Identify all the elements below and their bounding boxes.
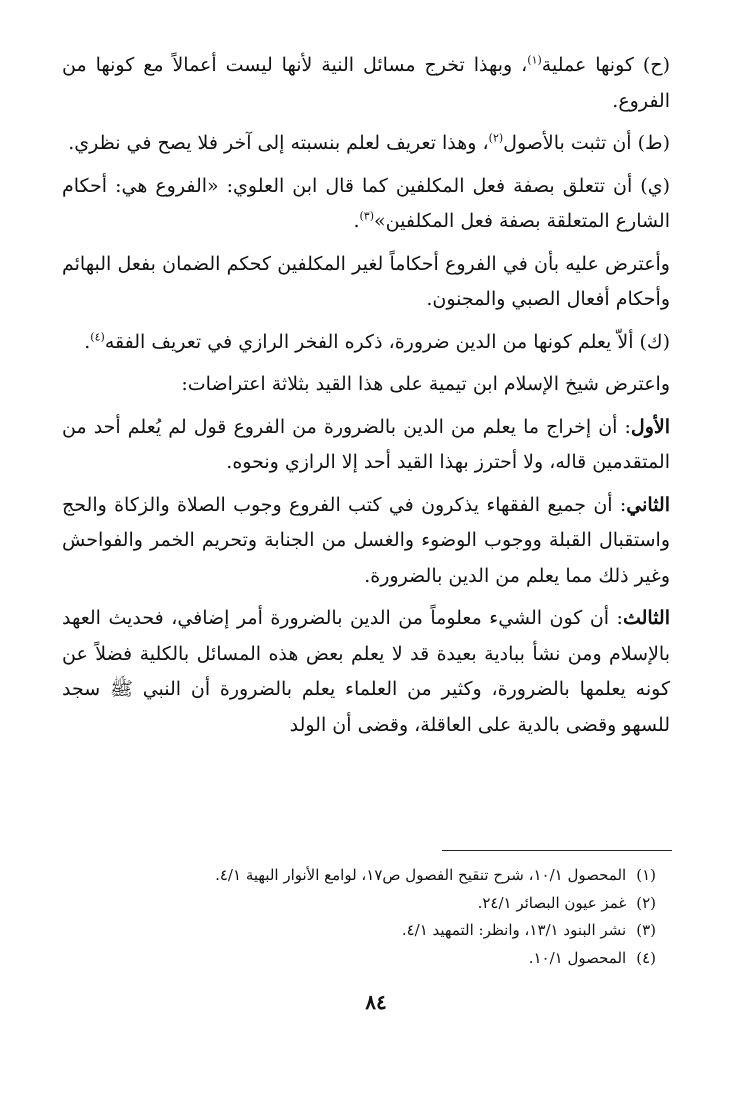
footnote-ref-4: (٤): [90, 330, 105, 344]
paragraph-ta: (ط) أن تثبت بالأصول$^{(٢)}$، وهذا تعريف لعلم بنسبته إلى آخر فلا يصح في نظري.: [68, 131, 670, 154]
paragraph-ha: (ح) كونها عملية$^{(١)}$، وبهذا تخرج مسائل النية لأنها ليست أعمالاً مع كونها من الفروع.: [62, 53, 670, 112]
objection-second: الثاني: أن جميع الفقهاء يذكرون في كتب الفروع وجوب الصلاة والزكاة والحج واستقبال القبلة ووجوب الوضوء والغسل من الجنابة وتحريم الخمر والفواحش وغير ذلك مما يعلم من الدين بالضرورة.: [62, 493, 670, 587]
footnote-item: (٣) نشر البنود ١٣/١، وانظر: التمهيد ٤/١.: [401, 921, 656, 939]
footnotes: [82, 862, 656, 972]
objection-label: الأول: [630, 415, 670, 438]
footnote-ref-1: (١): [527, 53, 542, 67]
paragraph-kaf: (ك) ألاّ يعلم كونها من الدين ضرورة، ذكره الفخر الرازي في تعريف الفقه$^{(٤)}$.: [84, 330, 670, 353]
main-text: [62, 48, 670, 750]
footnote-item: (٢) غمز عيون البصائر ٢٤/١.: [477, 893, 656, 912]
objection-first: الأول: أن إخراج ما يعلم من الدين بالضرورة من الفروع قول لم يُعلم أحد من المتقدمين قاله، ولا أحترز بهذا القيد أحد إلا الرازي ونحوه.: [62, 415, 670, 473]
footnote-item: (٤) المحصول ١٠/١.: [528, 948, 656, 967]
page-number: ٨٤: [365, 990, 387, 1014]
objection-label: الثالث: [622, 607, 670, 629]
footnote-ref-3: (٣): [359, 209, 375, 223]
footnote-divider: [442, 850, 672, 851]
footnote-ref-2: (٢): [488, 131, 504, 145]
paragraph-ya: (ي) أن تتعلق بصفة فعل المكلفين كما قال ابن العلوي: «الفروع هي: أحكام الشارع المتعلقة بصفة فعل المكلفين»$^{(٣)}$.: [62, 174, 670, 232]
paragraph-objection-note: وأعترض عليه بأن في الفروع أحكاماً لغير المكلفين كحكم الضمان بفعل البهائم وأحكام أفعال الصبي والمجنون.: [62, 252, 670, 310]
footnote-item: (١) المحصول ١٠/١، شرح تنقيح الفصول ص١٧، لوامع الأنوار البهية ٤/١.: [215, 866, 656, 884]
paragraph-ibn-taymiyya: واعترض شيخ الإسلام ابن تيمية على هذا القيد بثلاثة اعتراضات:: [181, 373, 670, 395]
objection-third: الثالث: أن كون الشيء معلوماً من الدين بالضرورة أمر إضافي، فحديث العهد بالإسلام ومن نشأ ببادية بعيدة قد لا يعلم بعض هذه المسائل بالكلية فضلاً عن كونه يعلمها بالضرورة، وكثير من العلماء يعلم بالضرورة أن النبي ﷺ سجد للسهو وقضى بالدية على العاقلة، وقضى أن الولد: [62, 607, 670, 736]
objection-label: الثاني: [626, 493, 670, 516]
